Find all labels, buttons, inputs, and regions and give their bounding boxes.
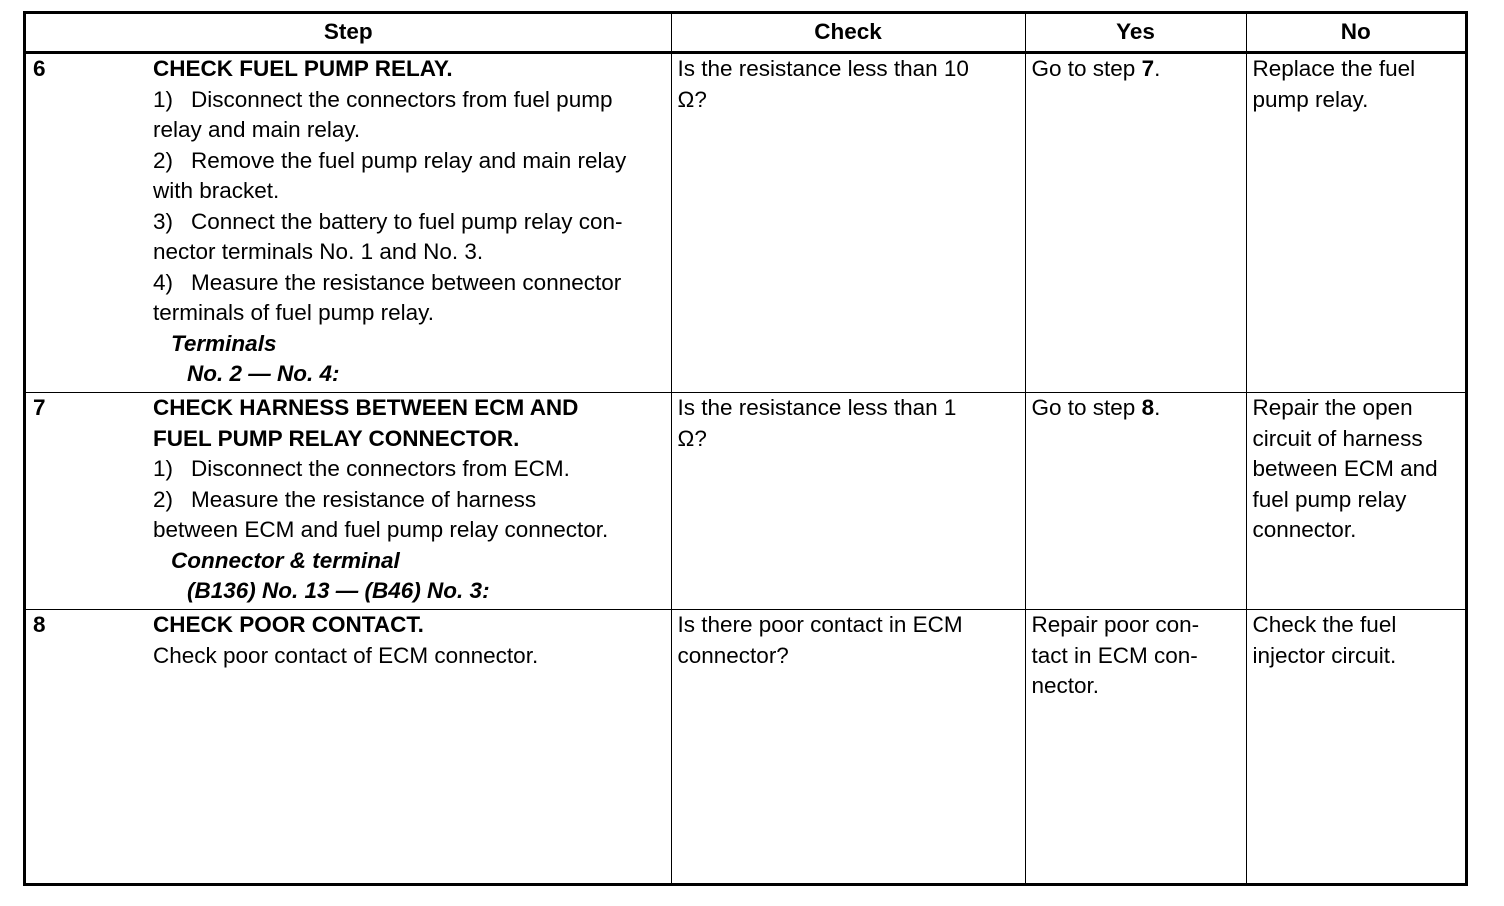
step-number: 6: [33, 56, 46, 81]
check-cell: Is the resistance less than 1 Ω?: [671, 393, 1025, 610]
spec-label: Connector & terminal: [171, 547, 400, 573]
header-row: [26, 14, 1465, 53]
step-body: [153, 54, 671, 390]
diagnostic-table-frame: [23, 11, 1468, 886]
no-cell: Repair the open circuit of harness between ECM and fuel pump relay connector.: [1246, 393, 1465, 610]
yes-cell: Repair poor con- tact in ECM con- nector.: [1025, 610, 1246, 884]
check-cell: Is the resistance less than 10 Ω?: [671, 53, 1025, 393]
step-reference: 7: [1141, 56, 1155, 81]
step-body: [153, 393, 671, 607]
step-title: CHECK POOR CONTACT.: [153, 612, 424, 637]
procedure-item-cont: between ECM and fuel pump relay connector.: [153, 517, 609, 542]
procedure-item: 3) Connect the battery to fuel pump relay con-: [153, 208, 623, 234]
diagnostic-table: [26, 14, 1465, 883]
check-cell: Is there poor contact in ECM connector?: [671, 610, 1025, 884]
spec-label: Terminals: [171, 330, 277, 356]
table-row-step-6: [26, 53, 1465, 393]
header-check: Check: [671, 14, 1025, 53]
procedure-item-cont: relay and main relay.: [153, 117, 361, 142]
procedure-item: 2) Remove the fuel pump relay and main relay: [153, 147, 627, 173]
procedure-item: 2) Measure the resistance of harness: [153, 486, 537, 512]
step-reference: 8: [1141, 395, 1155, 420]
header-no: No: [1246, 14, 1465, 53]
no-cell: Check the fuel injector circuit.: [1246, 610, 1465, 884]
procedure-item: 1) Disconnect the connectors from fuel pump: [153, 86, 613, 112]
step-cell: [26, 610, 671, 884]
yes-cell: Go to step 7.: [1025, 53, 1246, 393]
table-row-step-7: [26, 393, 1465, 610]
procedure-item: 1) Disconnect the connectors from ECM.: [153, 456, 570, 481]
header-step: Step: [26, 14, 671, 53]
spec-value: No. 2 — No. 4:: [187, 361, 340, 386]
procedure-item: 4) Measure the resistance between connector: [153, 269, 622, 295]
step-number: 7: [33, 395, 46, 420]
no-cell: Replace the fuel pump relay.: [1246, 53, 1465, 393]
table-row-step-8: [26, 610, 1465, 884]
header-yes: Yes: [1025, 14, 1246, 53]
step-title-cont: FUEL PUMP RELAY CONNECTOR.: [153, 425, 520, 451]
step-title: CHECK FUEL PUMP RELAY.: [153, 56, 453, 81]
spec-value: (B136) No. 13 — (B46) No. 3:: [187, 578, 490, 603]
procedure-item-cont: terminals of fuel pump relay.: [153, 300, 434, 325]
procedure-item-cont: nector terminals No. 1 and No. 3.: [153, 239, 484, 264]
step-cell: [26, 53, 671, 393]
step-title: CHECK HARNESS BETWEEN ECM AND: [153, 395, 579, 420]
step-cell: [26, 393, 671, 610]
step-number: 8: [33, 612, 46, 637]
procedure-item-cont: with bracket.: [153, 178, 280, 203]
step-description: Check poor contact of ECM connector.: [153, 642, 539, 668]
yes-cell: Go to step 8.: [1025, 393, 1246, 610]
step-body: [153, 610, 671, 671]
